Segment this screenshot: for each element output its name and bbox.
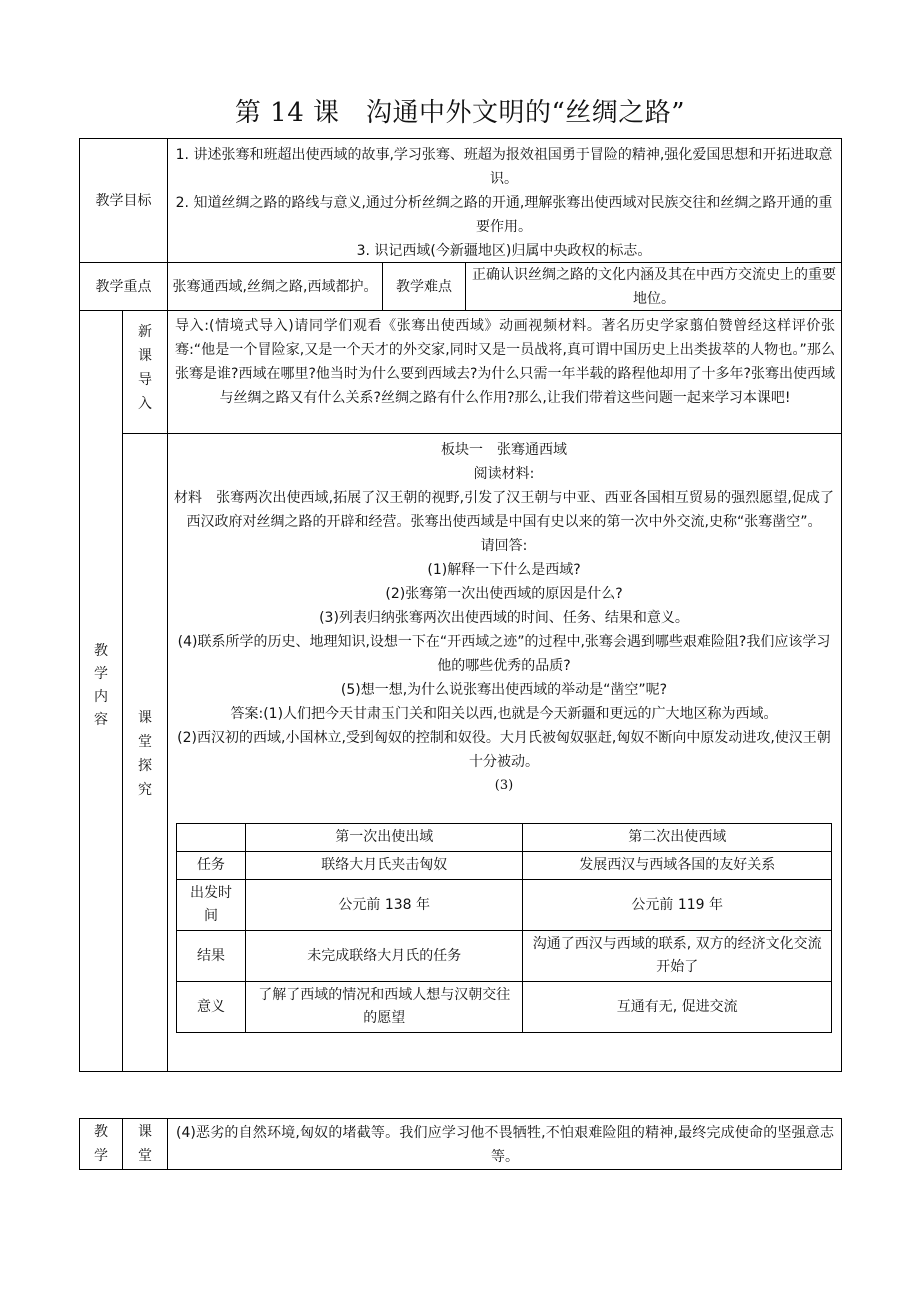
table-header-cell: 第二次出使西域 [523,824,832,852]
reading-label: 阅读材料: [473,466,535,482]
question-1: (1)解释一下什么是西域? [427,562,581,578]
cont-label-1-text: 教学 [94,1124,108,1164]
table-cell: 结果 [177,931,246,982]
table-row [177,852,832,880]
explore-label [123,706,167,802]
material-text: 材料 张骞两次出使西域,拓展了汉王朝的视野,引发了汉王朝与中亚、西亚各国相互贸易的强烈愿望,促成了西汉政府对丝绸之路的开辟和经营。张骞出使西域是中国有史以来的第一次中外交流,史称“张骞凿空”。 [174,490,834,530]
table-row [177,931,832,982]
table-cell: 互通有无, 促进交流 [523,982,832,1033]
question-2: (2)张骞第一次出使西域的原因是什么? [385,586,623,602]
key-content: 张骞通西域,丝绸之路,西域都护。 [172,278,378,295]
table-row [177,880,832,931]
goal-item-2: 2. 知道丝绸之路的路线与意义,通过分析丝绸之路的开通,理解张骞出使西域对民族交往和丝绸之路开通的重要作用。 [175,195,833,235]
cont-label-2-text: 课堂 [138,1124,152,1164]
question-3: (3)列表归纳张骞两次出使西域的时间、任务、结果和意义。 [319,610,689,626]
content-label [80,640,122,732]
answer-3-label: (3) [494,778,514,793]
table-cell: 出发时间 [177,880,246,931]
table-header-row [177,824,832,852]
question-4: (4)联系所学的历史、地理知识,设想一下在“开西域之迹”的过程中,张骞会遇到哪些艰难险阻?我们应该学习他的哪些优秀的品质? [177,634,831,674]
table-cell: 公元前 119 年 [523,880,832,931]
table-header-cell [177,824,246,852]
page-title: 第 14 课 沟通中外文明的“丝绸之路” [234,98,686,128]
mission-comparison-table [176,823,832,1033]
goal-item-3: 3. 识记西域(今新疆地区)归属中央政权的标志。 [356,243,652,259]
table-cell: 发展西汉与西域各国的友好关系 [523,852,832,880]
table-cell: 沟通了西汉与西域的联系, 双方的经济文化交流开始了 [523,931,832,982]
table-cell: 未完成联络大月氏的任务 [245,931,523,982]
explore-label-text: 课堂探究 [138,710,152,798]
intro-text: 导入:(情境式导入)请同学们观看《张骞出使西域》动画视频材料。著名历史学家翦伯赞曾经这样评价张骞:“他是一个冒险家,又是一个天才的外交家,同时又是一员战将,真可谓中国历史上出类拔萃的人物也。”那么张骞是谁?西域在哪里?他当时为什么要到西域去?为什么只需一年半载的路程他却用了十多年?张骞出使西域与丝绸之路又有什么关系?丝绸之路有什么作用?那么,让我们带着这些问题一起来学习本课吧! [175,318,835,406]
difficulty-content: 正确认识丝绸之路的文化内涵及其在中西方交流史上的重要地位。 [472,266,836,307]
content-label-text: 教学内容 [94,643,108,728]
question-5: (5)想一想,为什么说张骞出使西域的举动是“凿空”呢? [340,682,668,698]
table-cell: 了解了西域的情况和西域人想与汉朝交往的愿望 [245,982,523,1033]
goals-list [174,143,834,263]
answer-1: 答案:(1)人们把今天甘肃玉门关和阳关以西,也就是今天新疆和更远的广大地区称为西域。 [230,706,778,722]
table-cell: 任务 [177,852,246,880]
table-header-cell: 第一次出使出域 [245,824,523,852]
goals-label: 教学目标 [95,192,152,209]
table-cell: 公元前 138 年 [245,880,523,931]
intro-label [123,320,167,416]
cont-label-2 [123,1119,167,1169]
table-cell: 联络大月氏夹击匈奴 [245,852,523,880]
explore-content [174,438,834,798]
key-label: 教学重点 [95,278,152,295]
answer-2: (2)西汉初的西域,小国林立,受到匈奴的控制和奴役。大月氏被匈奴驱赶,匈奴不断向中原发动进攻,使汉王朝十分被动。 [177,730,831,770]
ask-label: 请回答: [480,538,528,554]
answer-4: (4)恶劣的自然环境,匈奴的堵截等。我们应学习他不畏牺牲,不怕艰难险阻的精神,最终完成使命的坚强意志等。 [176,1125,834,1165]
table-cell: 意义 [177,982,246,1033]
section-title: 板块一 张骞通西域 [441,442,567,458]
goal-item-1: 1. 讲述张骞和班超出使西域的故事,学习张骞、班超为报效祖国勇于冒险的精神,强化爱国思想和开拓进取意识。 [175,147,833,187]
intro-label-text: 新课导入 [138,324,152,412]
table-row [177,982,832,1033]
cont-label-1 [80,1119,122,1169]
difficulty-label: 教学难点 [396,278,452,295]
